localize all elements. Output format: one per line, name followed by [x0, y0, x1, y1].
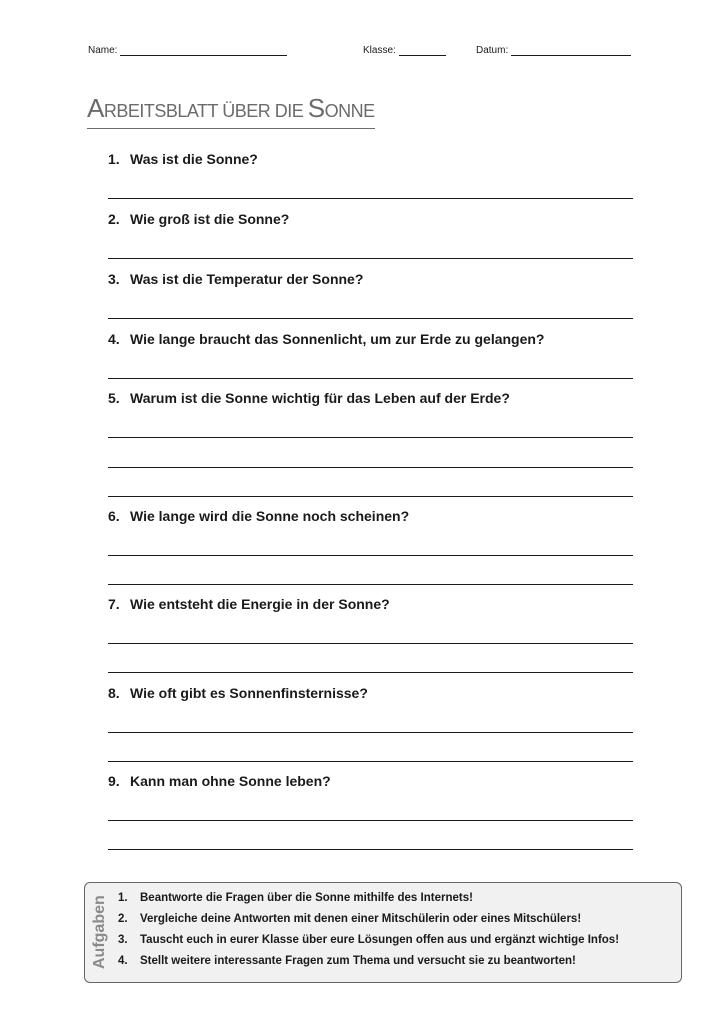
title-cap-s: S — [307, 93, 325, 123]
question-number: 3. — [108, 271, 120, 287]
task-item — [118, 934, 619, 946]
answer-line[interactable] — [108, 761, 633, 762]
tasks-box — [84, 882, 682, 983]
question-4 — [108, 331, 544, 347]
tasks-label: Aufgaben — [91, 895, 108, 969]
title-cap-a: A — [87, 93, 104, 123]
question-number: 4. — [108, 331, 120, 347]
question-1 — [108, 151, 258, 167]
answer-line[interactable] — [108, 849, 633, 850]
task-item — [118, 955, 576, 967]
task-item — [118, 913, 581, 925]
answer-line[interactable] — [108, 496, 633, 497]
page-title — [87, 92, 375, 129]
answer-line[interactable] — [108, 732, 633, 733]
question-number: 2. — [108, 211, 120, 227]
datum-field[interactable] — [476, 44, 631, 56]
question-text: Wie lange wird die Sonne noch scheinen? — [130, 508, 410, 524]
task-text: Beantworte die Fragen über die Sonne mithilfe des Internets! — [140, 892, 473, 904]
question-text: Wie entsteht die Energie in der Sonne? — [130, 596, 390, 612]
question-number: 1. — [108, 151, 120, 167]
answer-line[interactable] — [108, 584, 633, 585]
question-6 — [108, 508, 409, 524]
question-text: Warum ist die Sonne wichtig für das Leben auf der Erde? — [130, 390, 510, 406]
question-5 — [108, 390, 510, 406]
name-line[interactable] — [120, 44, 287, 56]
task-number: 1. — [118, 892, 128, 904]
answer-line[interactable] — [108, 378, 633, 379]
question-9 — [108, 773, 331, 789]
answer-line[interactable] — [108, 643, 633, 644]
answer-line[interactable] — [108, 672, 633, 673]
answer-line[interactable] — [108, 198, 633, 199]
name-field[interactable] — [88, 44, 287, 56]
question-text: Wie oft gibt es Sonnenfinsternisse? — [130, 685, 368, 701]
question-text: Was ist die Sonne? — [130, 151, 258, 167]
task-text: Tauscht euch in eurer Klasse über eure Lösungen offen aus und ergänzt wichtige Infos! — [140, 934, 620, 946]
answer-line[interactable] — [108, 820, 633, 821]
task-text: Vergleiche deine Antworten mit denen einer Mitschülerin oder eines Mitschülers! — [140, 913, 582, 925]
klasse-line[interactable] — [399, 44, 446, 56]
klasse-label: Klasse: — [363, 45, 396, 56]
answer-line[interactable] — [108, 555, 633, 556]
answer-line[interactable] — [108, 437, 633, 438]
question-text: Wie lange braucht das Sonnenlicht, um zur Erde zu gelangen? — [130, 331, 545, 347]
question-text: Was ist die Temperatur der Sonne? — [130, 271, 364, 287]
task-item — [118, 892, 473, 904]
name-label: Name: — [88, 45, 118, 56]
answer-line[interactable] — [108, 318, 633, 319]
title-rest-2: ONNE — [324, 101, 375, 121]
task-text: Stellt weitere interessante Fragen zum Thema und versucht sie zu beantworten! — [140, 955, 576, 967]
klasse-field[interactable] — [363, 44, 446, 56]
question-2 — [108, 211, 289, 227]
header-fields — [88, 44, 648, 64]
question-number: 9. — [108, 773, 120, 789]
task-number: 3. — [118, 934, 128, 946]
task-number: 2. — [118, 913, 128, 925]
datum-line[interactable] — [511, 44, 631, 56]
answer-line[interactable] — [108, 467, 633, 468]
question-number: 8. — [108, 685, 120, 701]
question-7 — [108, 596, 390, 612]
answer-line[interactable] — [108, 258, 633, 259]
question-number: 7. — [108, 596, 120, 612]
question-number: 5. — [108, 390, 120, 406]
datum-label: Datum: — [476, 45, 509, 56]
question-3 — [108, 271, 363, 287]
question-8 — [108, 685, 368, 701]
question-text: Kann man ohne Sonne leben? — [130, 773, 331, 789]
question-text: Wie groß ist die Sonne? — [130, 211, 290, 227]
title-rest-1: RBEITSBLATT ÜBER DIE — [103, 101, 308, 121]
task-number: 4. — [118, 955, 128, 967]
question-number: 6. — [108, 508, 120, 524]
